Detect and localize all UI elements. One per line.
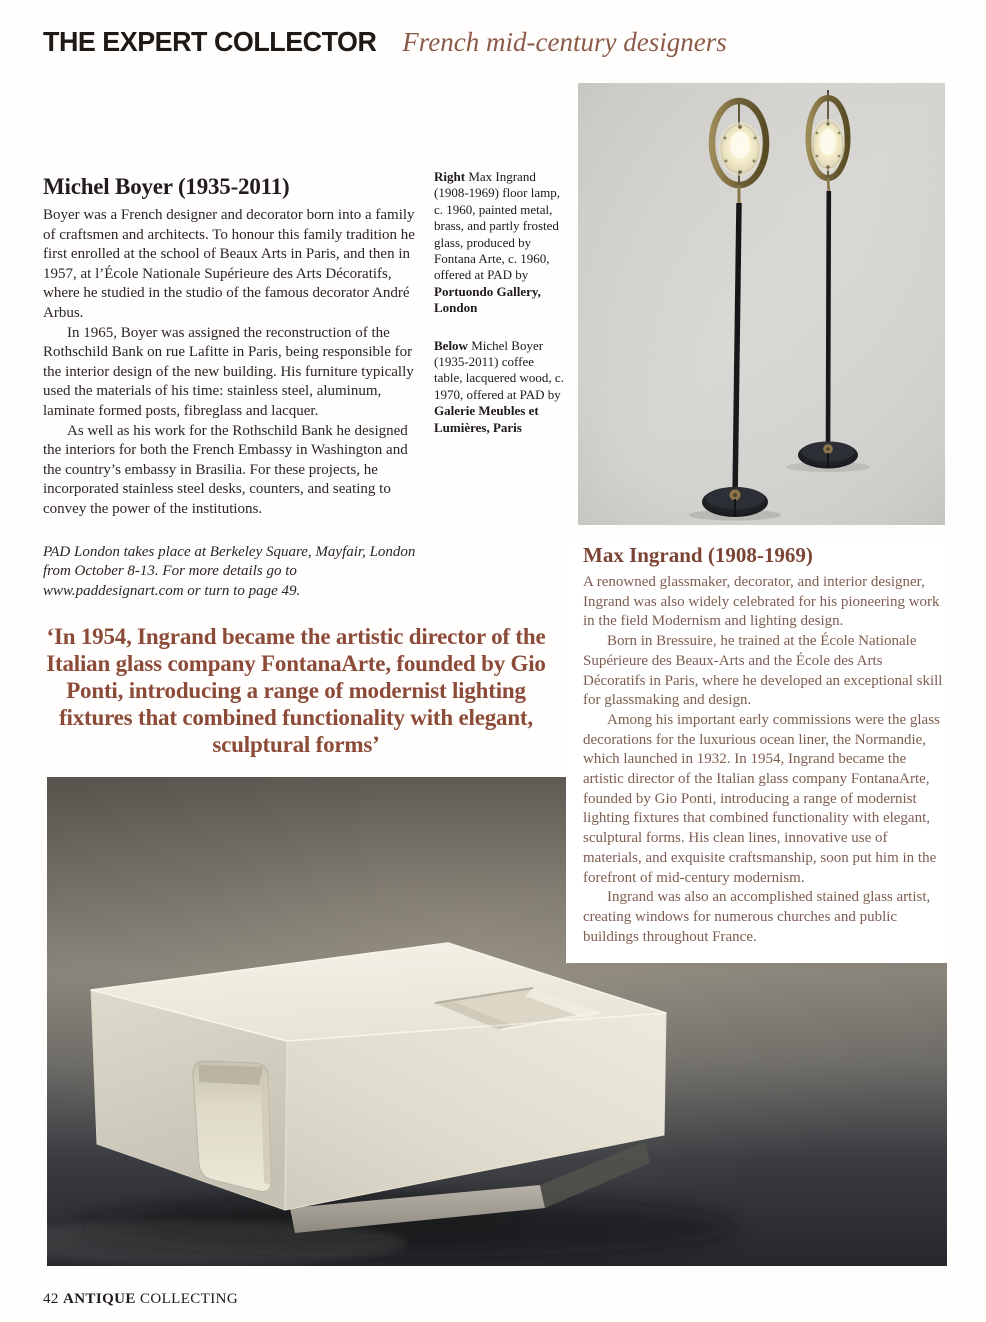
section-subtitle: French mid-century designers <box>402 27 727 57</box>
table-side-opening <box>193 1061 271 1192</box>
ingrand-paragraph: Among his important early commissions were the glass decorations for the luxurious ocean liner, the Normandie, which launched in 1932. In 1954, Ingrand became the artistic director of the Italian glass company FontanaArte, founded by Gio Ponti, introducing a range of modernist lighting fixtures that combined functionality with elegant, sculptural forms. His clean lines, innovative use of materials, and exquisite craftsmanship, soon put him in the forefront of mid-century modernism. <box>583 711 940 886</box>
boyer-heading: Michel Boyer (1935-2011) <box>43 174 290 199</box>
magazine-name-rest: COLLECTING <box>139 1291 239 1307</box>
caption-lead: Below <box>434 337 468 353</box>
pull-quote: ‘In 1954, Ingrand became the artistic director of the Italian glass company FontanaArte, founded by Gio Ponti, introducing a range of modernist lighting fixtures that combined functionality with elegant, sculptural forms’ <box>46 624 546 757</box>
photo-captions <box>434 169 564 436</box>
ingrand-heading: Max Ingrand (1908-1969) <box>583 543 813 567</box>
floor-lamps-photo <box>578 83 945 525</box>
boyer-paragraph: Boyer was a French designer and decorator born into a family of craftsmen and architects. To honour this family tradition he first enrolled at the school of Beaux Arts in Paris, and then in 1957, at l’École Nationale Supérieure des Arts Décoratifs, where he studied in the studio of the famous decorator André Arbus. <box>43 207 415 321</box>
boyer-paragraph: As well as his work for the Rothschild Bank he designed the interiors for both the French Embassy in Washington and the country’s embassy in Brasilia. For these projects, he incorporated stainless steel desks, counters, and seating to convey the power of the institutions. <box>43 422 408 517</box>
caption-text: Max Ingrand (1908-1969) floor lamp, c. 1960, painted metal, brass, and partly frosted glass, produced by Fontana Arte, c. 1960, offered at PAD by <box>434 169 561 283</box>
pad-london-note: PAD London takes place at Berkeley Square, Mayfair, London from October 8-13. For more details go to www.paddesignart.com or turn to page 49. <box>43 543 416 599</box>
magazine-name: ANTIQUE <box>62 1291 136 1307</box>
page-footer <box>43 1291 238 1308</box>
section-kicker: THE EXPERT COLLECTOR <box>43 26 377 57</box>
ingrand-paragraph: A renowned glassmaker, decorator, and interior designer, Ingrand was also widely celebrated for his pioneering work in the field Modernism and lighting design. <box>583 574 940 630</box>
caption-gallery: Portuondo Gallery, London <box>434 283 541 316</box>
ingrand-article <box>566 541 947 963</box>
caption-lead: Right <box>434 169 466 184</box>
floor-lamps-illustration <box>578 83 945 525</box>
boyer-article <box>43 174 425 616</box>
caption-text: Michel Boyer (1935-2011) coffee table, lacquered wood, c. 1970, offered at PAD by <box>434 337 564 402</box>
page-number: 42 <box>43 1291 59 1307</box>
ingrand-paragraph: Born in Bressuire, he trained at the École Nationale Supérieure des Beaux-Arts and the École des Arts Décoratifs in Paris, where he developed an exceptional skill for glassmaking and design. <box>583 633 943 709</box>
boyer-paragraph: In 1965, Boyer was assigned the reconstruction of the Rothschild Bank on rue Lafitte in Paris, being responsible for the interior design of the new building. His furniture typically used the materials of his time: stainless steel, aluminum, laminate formed posts, fibreglass and lacquer. <box>43 324 414 419</box>
ingrand-paragraph: Ingrand was also an accomplished stained glass artist, creating windows for numerous churches and public buildings throughout France. <box>583 889 931 945</box>
page-header <box>43 26 727 58</box>
caption-gallery: Galerie Meubles et Lumières, Paris <box>434 403 539 435</box>
caption-floor-lamp <box>434 169 564 317</box>
caption-coffee-table <box>434 338 564 436</box>
